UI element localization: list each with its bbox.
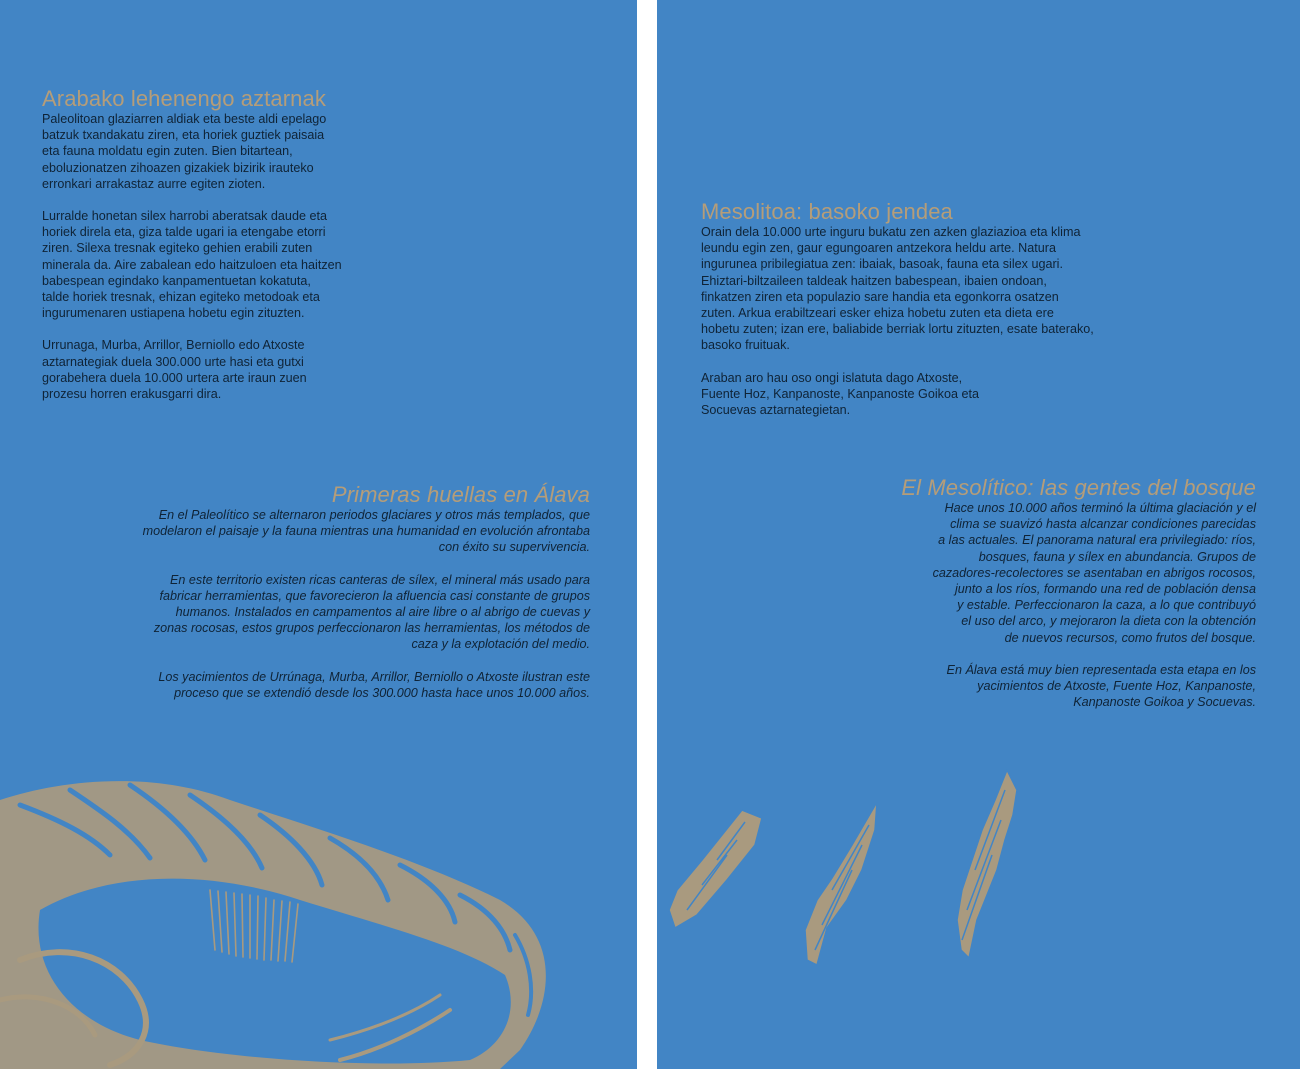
spanish-paragraph: En el Paleolítico se alternaron periodos glaciares y otros más templados, que modelaron el paisaje y la fauna mientras una humanidad en evolución afrontaba con éxito su supervivencia. [142,508,590,555]
shell-icon [0,760,637,1069]
left-page [0,0,637,1069]
spanish-text-block [837,476,1256,726]
basque-text-block [701,200,1161,434]
basque-heading: Mesolitoa: basoko jendea [701,199,953,224]
basque-paragraph: Araban aro hau oso ongi islatuta dago Atxoste, Fuente Hoz, Kanpanoste, Kanpanoste Goikoa eta Socuevas aztarnategietan. [701,370,979,418]
spanish-paragraph: En Álava está muy bien representada esta etapa en los yacimientos de Atxoste, Fuente Hoz, Kanpanoste, Kanpanoste Goikoa y Socuevas. [946,662,1256,710]
basque-paragraph: Paleolitoan glaziarren aldiak eta beste aldi epelago batzuk txandakatu ziren, eta horiek guztiek paisaia eta fauna moldatu egin zuten. Bien bitartean, eboluzionatzen zihoazen gizakiek bizirik irauteko erronkari arrakastaz aurre egiten zioten. [42,112,327,191]
basque-paragraph: Orain dela 10.000 urte inguru bukatu zen azken glaziazioa eta klima leundu egin zen, gaur egungoaren antzekora heldu arte. Natura ingurunea pribilegiatua zen: ibaiak, basoak, fauna eta silex ugari. Ehiztari-biltzaileen taldeak haitzen babespean, ibaien ondoan, finkatzen ziren eta populazio sare handia eta egonkorra osatzen zuten. Arkua erabiltzeari esker ehiza hobetu zuten eta dieta ere hobetu zuten; izan ere, baliabide berriak lortu zituzten, esate baterako, basoko fruituak. [701,225,1094,353]
basque-text-block [42,87,442,418]
spanish-heading: El Mesolítico: las gentes del bosque [901,475,1256,500]
spanish-text-block [40,483,590,717]
basque-paragraph: Lurralde honetan silex harrobi aberatsak daude eta horiek direla eta, giza talde ugari ia etengabe etorri ziren. Silexa tresnak egiteko gehien erabili zuten minerala da. Aire zabalean edo haitzuloen eta haitzen babespean egindako kanpamentuetan kokatuta, talde horiek tresnak, ehizan egiteko metodoak eta ingurumenaren ustiapena hobetu egin zituzten. [42,209,342,321]
right-page [657,0,1300,1069]
spanish-paragraph: Los yacimientos de Urrúnaga, Murba, Arrillor, Berniollo o Atxoste ilustran este proceso que se extendió desde los 300.000 hasta hace unos 10.000 años. [158,669,590,700]
spanish-paragraph: En este territorio existen ricas canteras de sílex, el mineral más usado para fabricar herramientas, que favorecieron la afluencia casi constante de grupos humanos. Instalados en campamentos al aire libre o al abrigo de cuevas y zonas rocosas, estos grupos perfeccionaron las herramientas, los métodos de caza y la explotación del medio. [153,572,590,652]
flint-arrowheads-icon [657,760,1300,1069]
spanish-paragraph: Hace unos 10.000 años terminó la última glaciación y el clima se suavizó hasta alcanzar condiciones parecidas a las actuales. El panorama natural era privilegiado: ríos, bosques, fauna y sílex en abundancia. Grupos de cazadores-recolectores se asentaban en abrigos rocosos, junto a los ríos, formando una red de población densa y estable. Perfeccionaron la caza, a lo que contribuyó el uso del arco, y mejoraron la dieta con la obtención de nuevos recursos, como frutos del bosque. [932,501,1256,645]
spanish-heading: Primeras huellas en Álava [331,482,590,507]
basque-paragraph: Urrunaga, Murba, Arrillor, Berniollo edo Atxoste aztarnategiak duela 300.000 urte hasi eta gutxi gorabehera duela 10.000 urtera arte iraun zuen prozesu horren erakusgarri dira. [42,338,307,402]
basque-heading: Arabako lehenengo aztarnak [42,86,326,111]
